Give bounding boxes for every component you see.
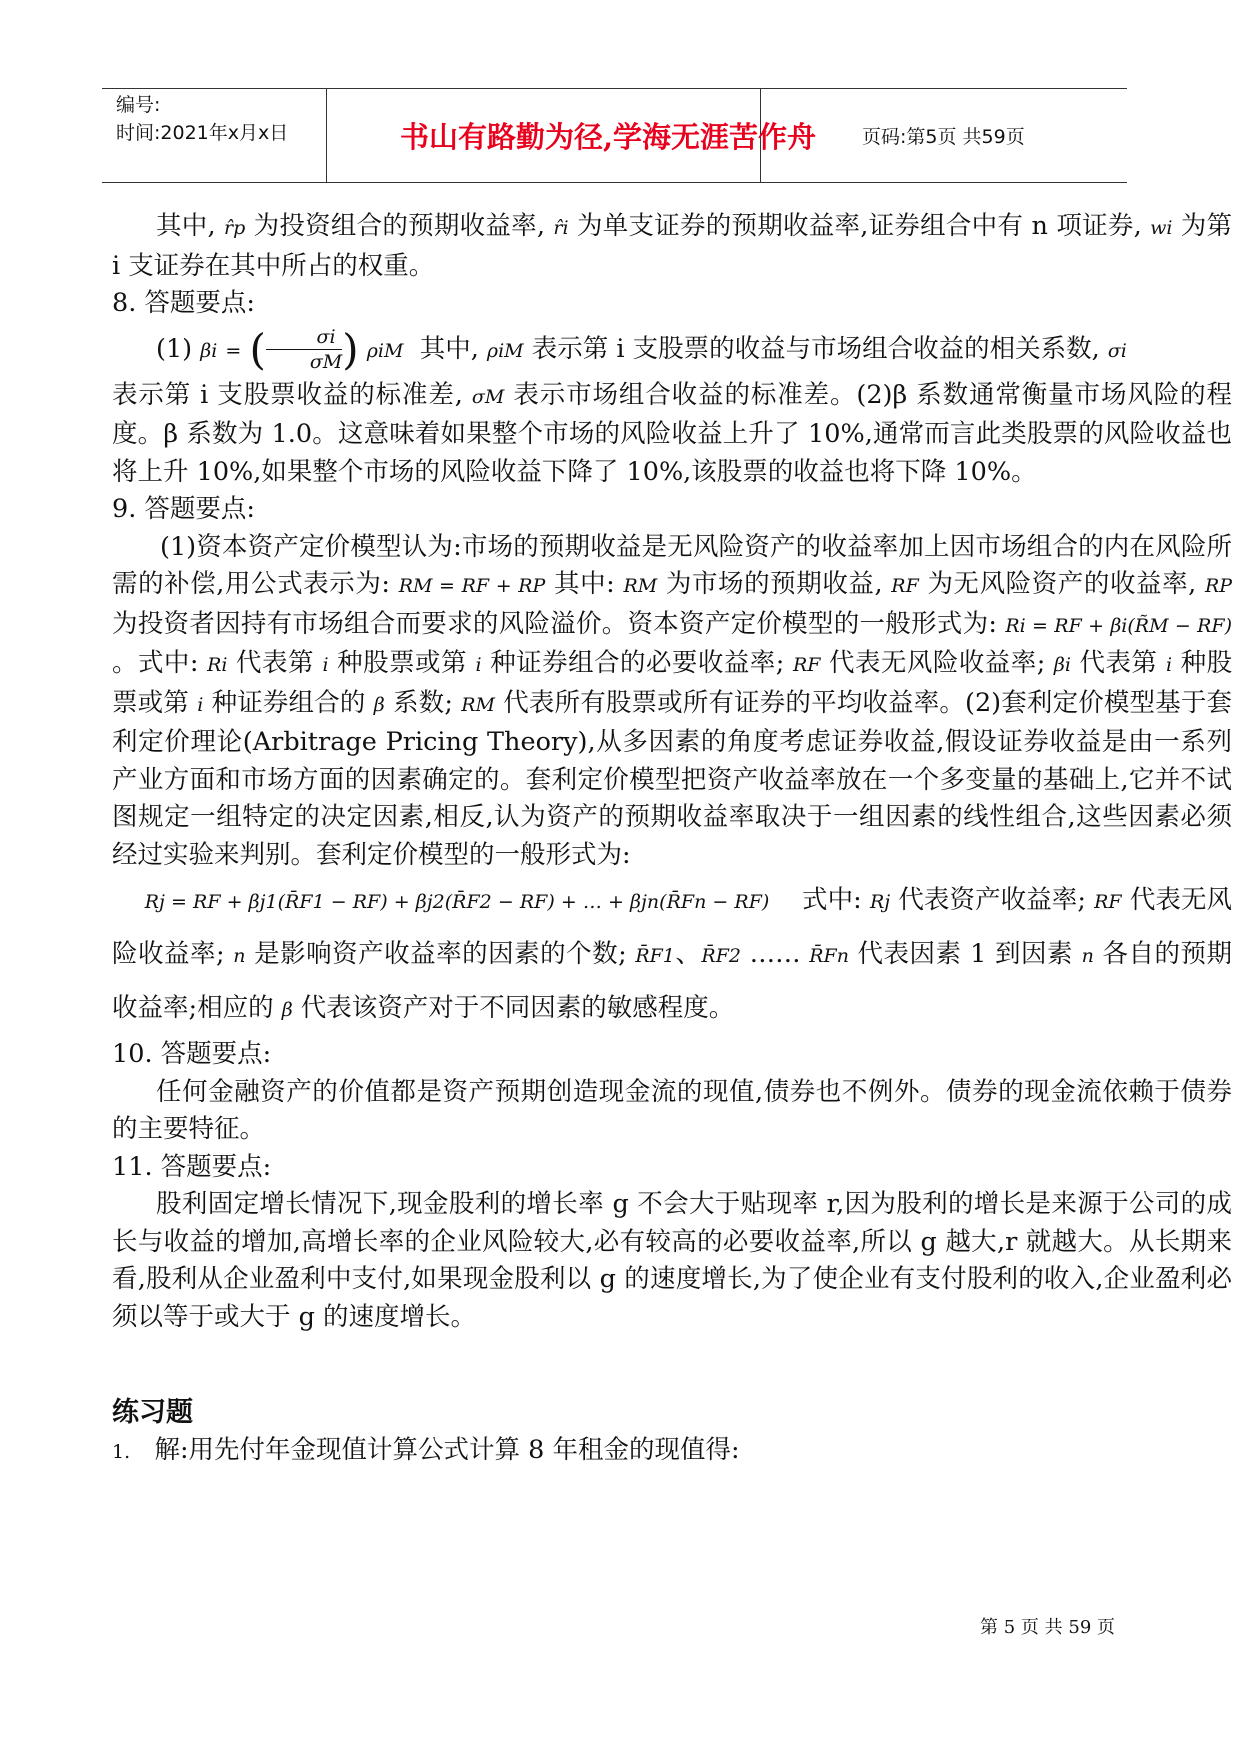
section-heading: 10. 答题要点: <box>112 1039 272 1069</box>
header-page-label: 页码:第5页 共59页 <box>862 126 1025 148</box>
document-body <box>112 208 1232 1472</box>
doc-time-label: 时间:2021年x月x日 <box>116 122 289 144</box>
paragraph: Rj = RF + βj1(R̄F1 − RF) + βj2(R̄F2 − RF) + … + βjn(R̄Fn − RF) 式中: Rj 代表资产收益率; RF 代表无风险收益率; n 是影响资产收益率的因素的个数; R̄F1、R̄F2 …… R̄Fn 代表因素 1 到因素 n 各自的预期收益率;相应的 β 代表该资产对于不同因素的敏感程度。 <box>112 885 1233 1023</box>
section-heading: 9. 答题要点: <box>112 494 256 524</box>
formula-capm-general: Ri = RF + βi(R̃M − RF) <box>1005 614 1232 637</box>
paragraph: 任何金融资产的价值都是资产预期创造现金流的现值,债券也不例外。债券的现金流依赖于债券的主要特征。 <box>112 1076 1232 1144</box>
paragraph: 其中, r̂p 为投资组合的预期收益率, r̂i 为单支证券的预期收益率,证券组合中有 n 项证券, wi 为第 i 支证券在其中所占的权重。 <box>112 211 1233 281</box>
paragraph: 股利固定增长情况下,现金股利的增长率 g 不会大于贴现率 r,因为股利的增长是来源于公司的成长与收益的增加,高增长率的企业风险较大,必有较高的必要收益率,所以 g 越大,r 就越大。从长期来看,股利从企业盈利中支付,如果现金股利以 g 的速度增长,为了使企业有支付股利的收入,企业盈利必须以等于或大于 g 的速度增长。 <box>112 1189 1232 1332</box>
header-divider <box>326 89 327 182</box>
formula-capm: RM = RF + RP <box>398 575 546 597</box>
exercise-title: 练习题 <box>112 1397 193 1428</box>
header-meta <box>116 91 288 147</box>
exercise-item: 1. 解:用先付年金现值计算公式计算 8 年租金的现值得: <box>112 1435 740 1465</box>
paragraph: (1)资本资产定价模型认为:市场的预期收益是无风险资产的收益率加上因市场组合的内在风险所需的补偿,用公式表示为: RM = RF + RP 其中: RM 为市场的预期收益, RF 为无风险资产的收益率, RP 为投资者因持有市场组合而要求的风险溢价。资本资产定价模型的一般形式为: Ri = RF + βi(R̃M − RF) 。式中: Ri 代表第 i 种股票或第 i 种证券组合的必要收益率; RF 代表无风险收益率; βi 代表第 i 种股票或第 i 种证券组合的 β 系数; RM 代表所有股票或所有证券的平均收益率。(2)套利定价模型基于套利定价理论(Arbitrage Pricing Theory),从多因素的角度考虑证券收益,假设证券收益是由一系列产业方面和市场方面的因素确定的。套利定价模型把资产收益率放在一个多变量的基础上,它并不试图规定一组特定的决定因素,相反,认为资产的预期收益率取决于一组因素的线性组合,这些因素必须经过实验来判别。套利定价模型的一般形式为: <box>112 531 1233 870</box>
formula-fraction: $\frac{\sigma i}{\sigma M}$ <box>266 325 342 374</box>
doc-number-label: 编号: <box>116 94 161 116</box>
paragraph: 表示第 i 支股票收益的标准差, σM 表示市场组合收益的标准差。(2)β 系数通常衡量市场风险的程度。β 系数为 1.0。这意味着如果整个市场的风险收益上升了 10%,通常而言此类股票的风险收益也将上升 10%,如果整个市场的风险收益下降了 10%,该股票的收益也将下降 10%。 <box>112 379 1232 487</box>
section-heading: 8. 答题要点: <box>112 288 256 318</box>
header-motto: 书山有路勤为径,学海无涯苦作舟 <box>399 120 817 154</box>
paragraph: (1) βi = ( $\frac{\sigma i}{\sigma M}$ ) ρiM 其中, ρiM 表示第 i 支股票的收益与市场组合收益的相关系数, σi <box>156 324 1127 374</box>
page-header <box>102 88 1127 183</box>
formula-apt: Rj = RF + βj1(R̄F1 − RF) + βj2(R̄F2 − RF) + … + βjn(R̄Fn − RF) <box>144 891 770 913</box>
formula-beta: βi <box>200 339 218 362</box>
page-footer: 第 5 页 共 59 页 <box>980 1617 1115 1638</box>
section-heading: 11. 答题要点: <box>112 1151 272 1182</box>
